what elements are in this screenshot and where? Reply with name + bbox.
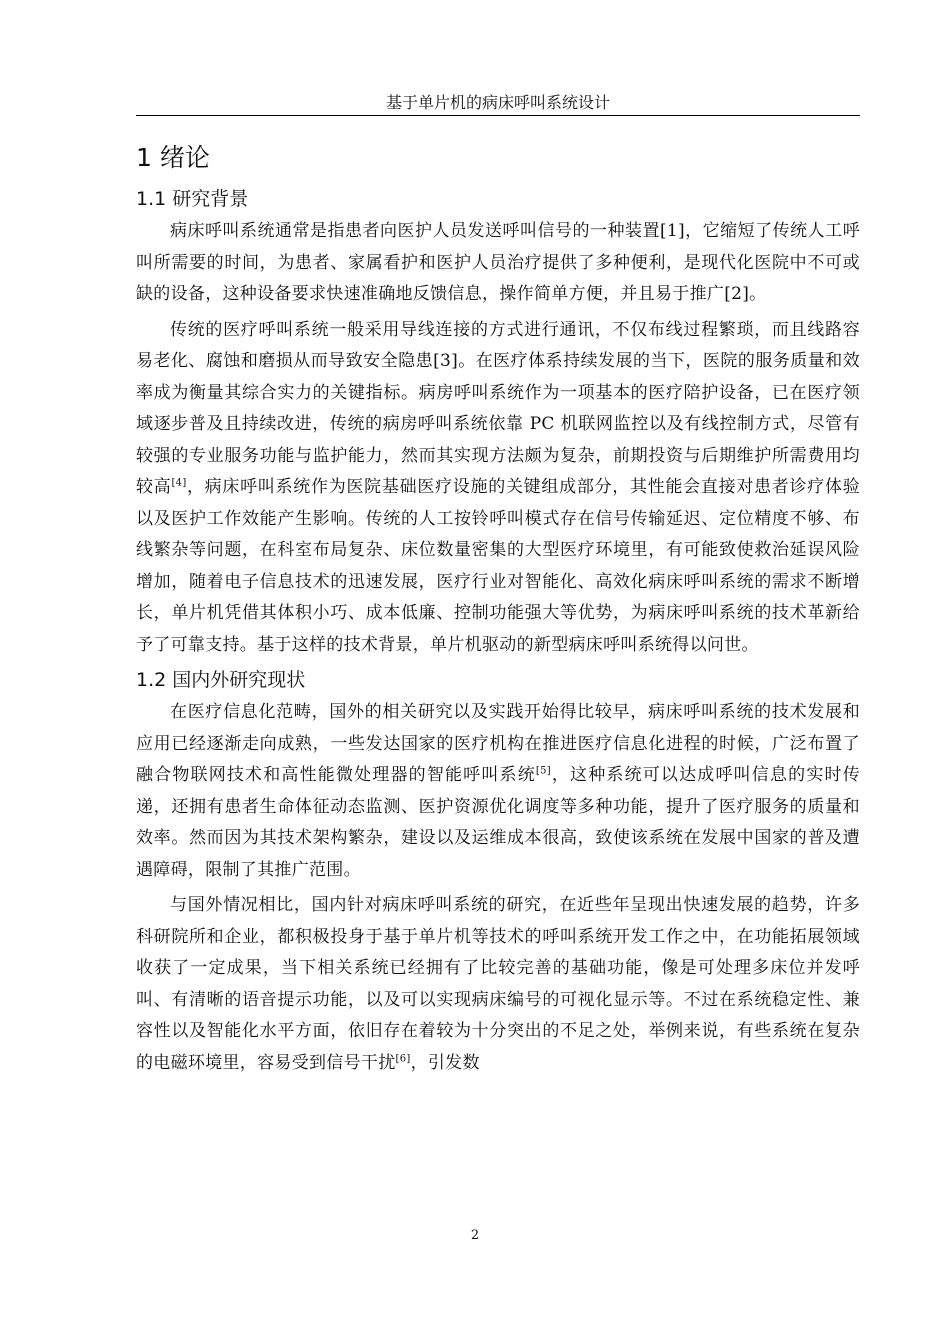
- body-paragraph: [136, 697, 860, 886]
- header-title: 基于单片机的病床呼叫系统设计: [385, 93, 610, 112]
- citation-ref: [4]: [171, 477, 187, 489]
- paragraph-text: 传统的医疗呼叫系统一般采用导线连接的方式进行通讯，不仅布线过程繁琐，而且线路容易老化、腐蚀和磨损从而导致安全隐患[3]。在医疗体系持续发展的当下，医院的服务质量和效率成为衡量其综合实力的关键指标。病房呼叫系统作为一项基本的医疗陪护设备，已在医疗领域逐步普及且持续改进，传统的病房呼叫系统依靠 PC 机联网监控以及有线控制方式，尽管有较强的专业服务功能与监护能力，然而其实现方法颇为复杂，前期投资与后期维护所需费用均较高: [136, 319, 860, 497]
- paragraph-text: ，病床呼叫系统作为医院基础医疗设施的关键组成部分，其性能会直接对患者诊疗体验以及医护工作效能产生影响。传统的人工按铃呼叫模式存在信号传输延迟、定位精度不够、布线繁杂等问题，在科室布局复杂、床位数量密集的大型医疗环境里，有可能致使救治延误风险增加，随着电子信息技术的迅速发展，医疗行业对智能化、高效化病床呼叫系统的需求不断增长，单片机凭借其体积小巧、成本低廉、控制功能强大等优势，为病床呼叫系统的技术革新给予了可靠支持。基于这样的技术背景，单片机驱动的新型病床呼叫系统得以问世。: [136, 477, 860, 655]
- paragraph-text: ，引发数: [410, 1052, 480, 1073]
- body-paragraph: [136, 216, 860, 311]
- body-paragraph: [136, 315, 860, 662]
- citation-ref: [5]: [535, 765, 551, 777]
- paragraph-text: 与国外情况相比，国内针对病床呼叫系统的研究，在近些年呈现出快速发展的趋势，许多科研院所和企业，都积极投身于基于单片机等技术的呼叫系统开发工作之中，在功能拓展领域收获了一定成果，当下相关系统已经拥有了比较完善的基础功能，像是可处理多床位并发呼叫、有清晰的语音提示功能，以及可以实现病床编号的可视化显示等。不过在系统稳定性、兼容性以及智能化水平方面，依旧存在着较为十分突出的不足之处，举例来说，有些系统在复杂的电磁环境里，容易受到信号干扰: [136, 895, 860, 1073]
- page-header: [136, 92, 860, 116]
- page-number: 2: [470, 1228, 480, 1243]
- section-title: 1.1 研究背景: [136, 188, 249, 210]
- paragraph-text: 在医疗信息化范畴，国外的相关研究以及实践开始得比较早，病床呼叫系统的技术发展和应用已经逐渐走向成熟，一些发达国家的医疗机构在推进医疗信息化进程的时候，广泛布置了融合物联网技术和高性能微处理器的智能呼叫系统: [136, 702, 860, 785]
- section-title: 1.2 国内外研究现状: [136, 669, 306, 691]
- citation-ref: [6]: [395, 1052, 411, 1064]
- chapter-title: 1 绪论: [136, 143, 210, 172]
- paragraph-text: ，这种系统可以达成呼叫信息的实时传递，还拥有患者生命体征动态监测、医护资源优化调度等多种功能，提升了医疗服务的质量和效率。然而因为其技术架构繁杂，建设以及运维成本很高，致使该系统在发展中国家的普及遭遇障碍，限制了其推广范围。: [136, 765, 860, 880]
- paragraph-text: 病床呼叫系统通常是指患者向医护人员发送呼叫信号的一种装置[1]，它缩短了传统人工呼叫所需要的时间，为患者、家属看护和医护人员治疗提供了多种便利，是现代化医院中不可或缺的设备，这种设备要求快速准确地反馈信息，操作简单方便，并且易于推广[2]。: [136, 221, 860, 304]
- document-body: [136, 128, 860, 1083]
- body-paragraph: [136, 890, 860, 1079]
